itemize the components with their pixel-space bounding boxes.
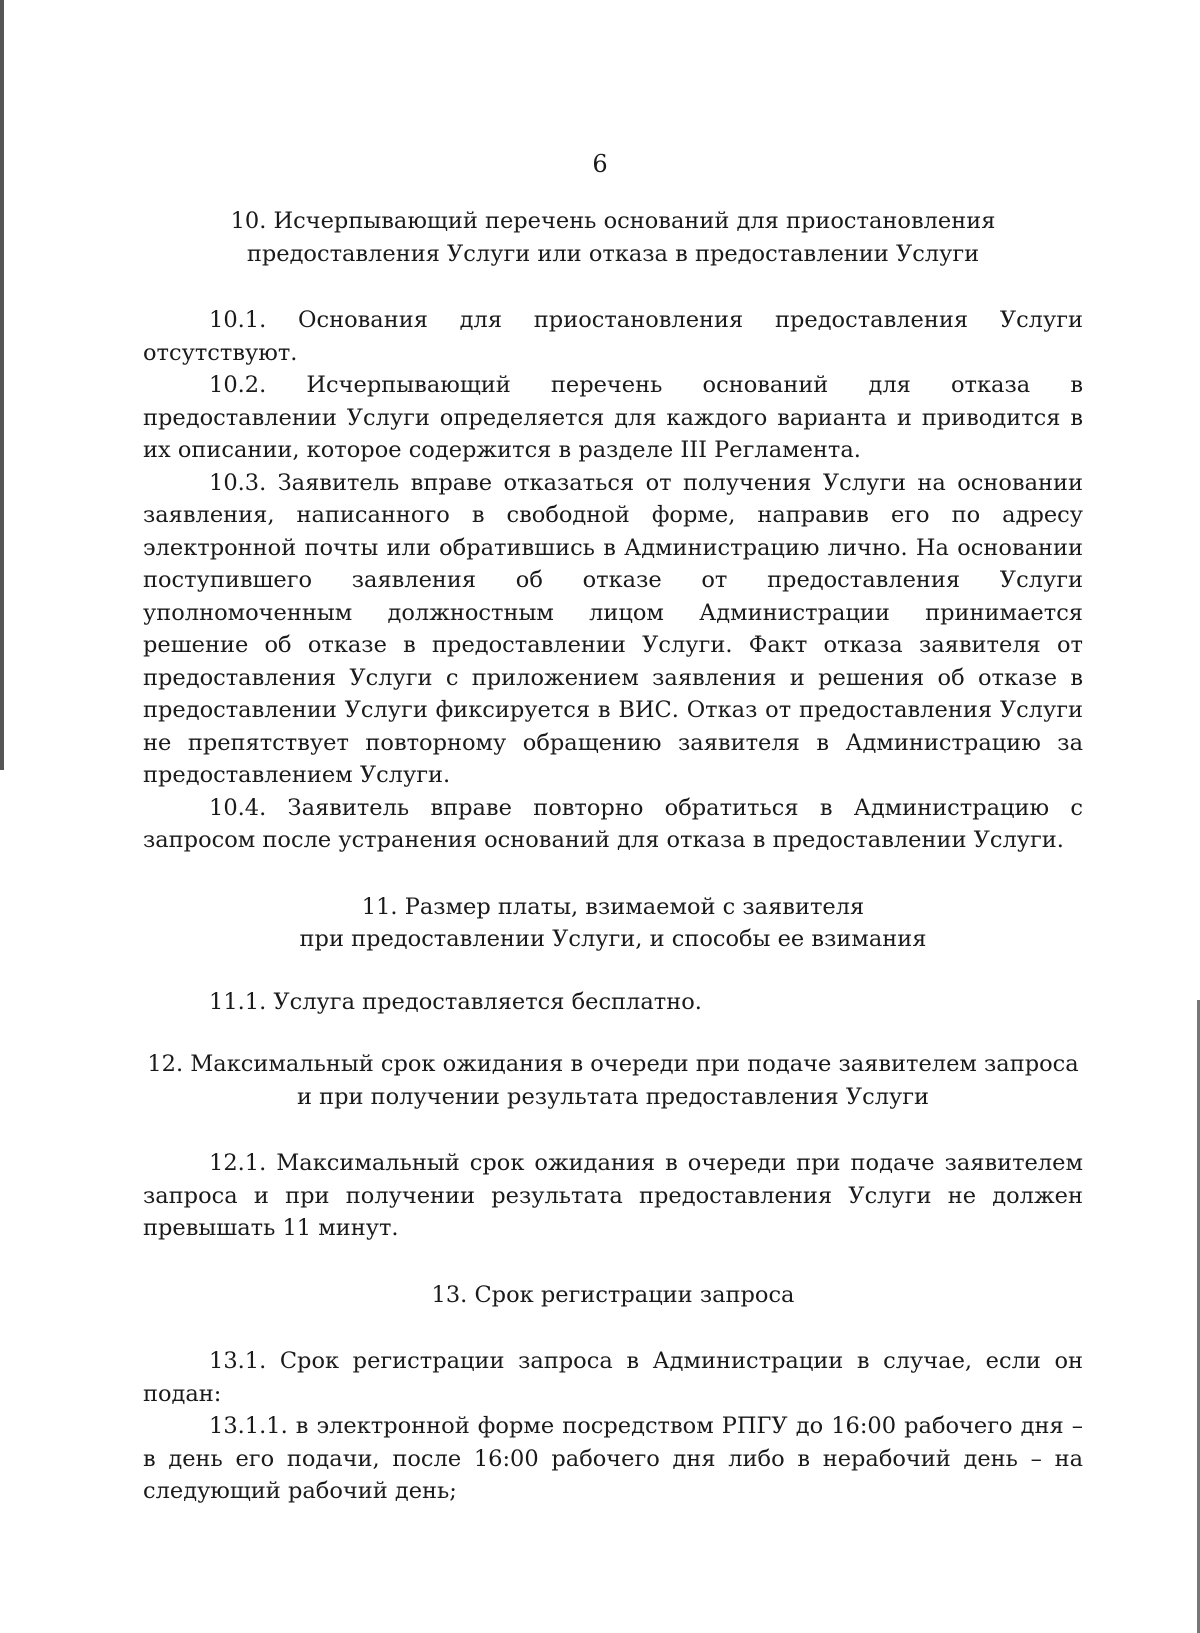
paragraph-13-1: 13.1. Срок регистрации запроса в Администрации в случае, если он подан: — [143, 1348, 1083, 1407]
paragraph-13-1-1: 13.1.1. в электронной форме посредством РПГУ до 16:00 рабочего дня – в день его подачи, после 16:00 рабочего дня либо в нерабочий день – на следующий рабочий день; — [143, 1413, 1083, 1504]
paragraph-10-4: 10.4. Заявитель вправе повторно обратиться в Администрацию с запросом после устранения оснований для отказа в предоставлении Услуги. — [143, 794, 1083, 853]
paragraph-10-3: 10.3. Заявитель вправе отказаться от получения Услуги на основании заявления, написанного в свободной форме, направив его по адресу электронной почты или обратившись в Администрацию лично. На основании поступившего заявления об отказе от предоставления Услуги уполномоченным должностным лицом Администрации принимается решение об отказе в предоставлении Услуги. Факт отказа заявителя от предоставления Услуги с приложением заявления и решения об отказе в предоставлении Услуги фиксируется в ВИС. Отказ от предоставления Услуги не препятствует повторному обращению заявителя в Администрацию за предоставлением Услуги. — [143, 469, 1083, 788]
section-11-heading-line2: при предоставлении Услуги, и способы ее взимания — [299, 926, 927, 952]
section-13-heading — [143, 1279, 1083, 1312]
section-10-heading-line2: предоставления Услуги или отказа в предоставлении Услуги — [246, 240, 980, 267]
paragraph-10-2: 10.2. Исчерпывающий перечень оснований для отказа в предоставлении Услуги определяется для каждого варианта и приводится в их описании, которое содержится в разделе III Регламента. — [143, 372, 1083, 463]
section-12-heading — [143, 1048, 1083, 1113]
section-13-heading-line1: 13. Срок регистрации запроса — [431, 1281, 795, 1308]
scan-edge-left — [0, 0, 4, 770]
section-10-heading-line1: 10. Исчерпывающий перечень оснований для приостановления — [230, 208, 996, 234]
section-11-heading-line1: 11. Размер платы, взимаемой с заявителя — [361, 893, 865, 920]
paragraph-10-1: 10.1. Основания для приостановления предоставления Услуги отсутствуют. — [143, 307, 1083, 366]
section-11-heading — [143, 891, 1083, 956]
section-12-heading-line1: 12. Максимальный срок ожидания в очереди при подаче заявителем запроса — [147, 1051, 1079, 1077]
paragraph-11-1: 11.1. Услуга предоставляется бесплатно. — [209, 988, 702, 1015]
paragraph-12-1: 12.1. Максимальный срок ожидания в очереди при подаче заявителем запроса и при получении результата предоставления Услуги не должен превышать 11 минут. — [143, 1150, 1083, 1241]
page-number: 6 — [592, 150, 608, 178]
section-12-heading-line2: и при получении результата предоставления Услуги — [296, 1083, 930, 1110]
section-10-heading — [143, 205, 1083, 270]
document-body — [143, 205, 1083, 1508]
